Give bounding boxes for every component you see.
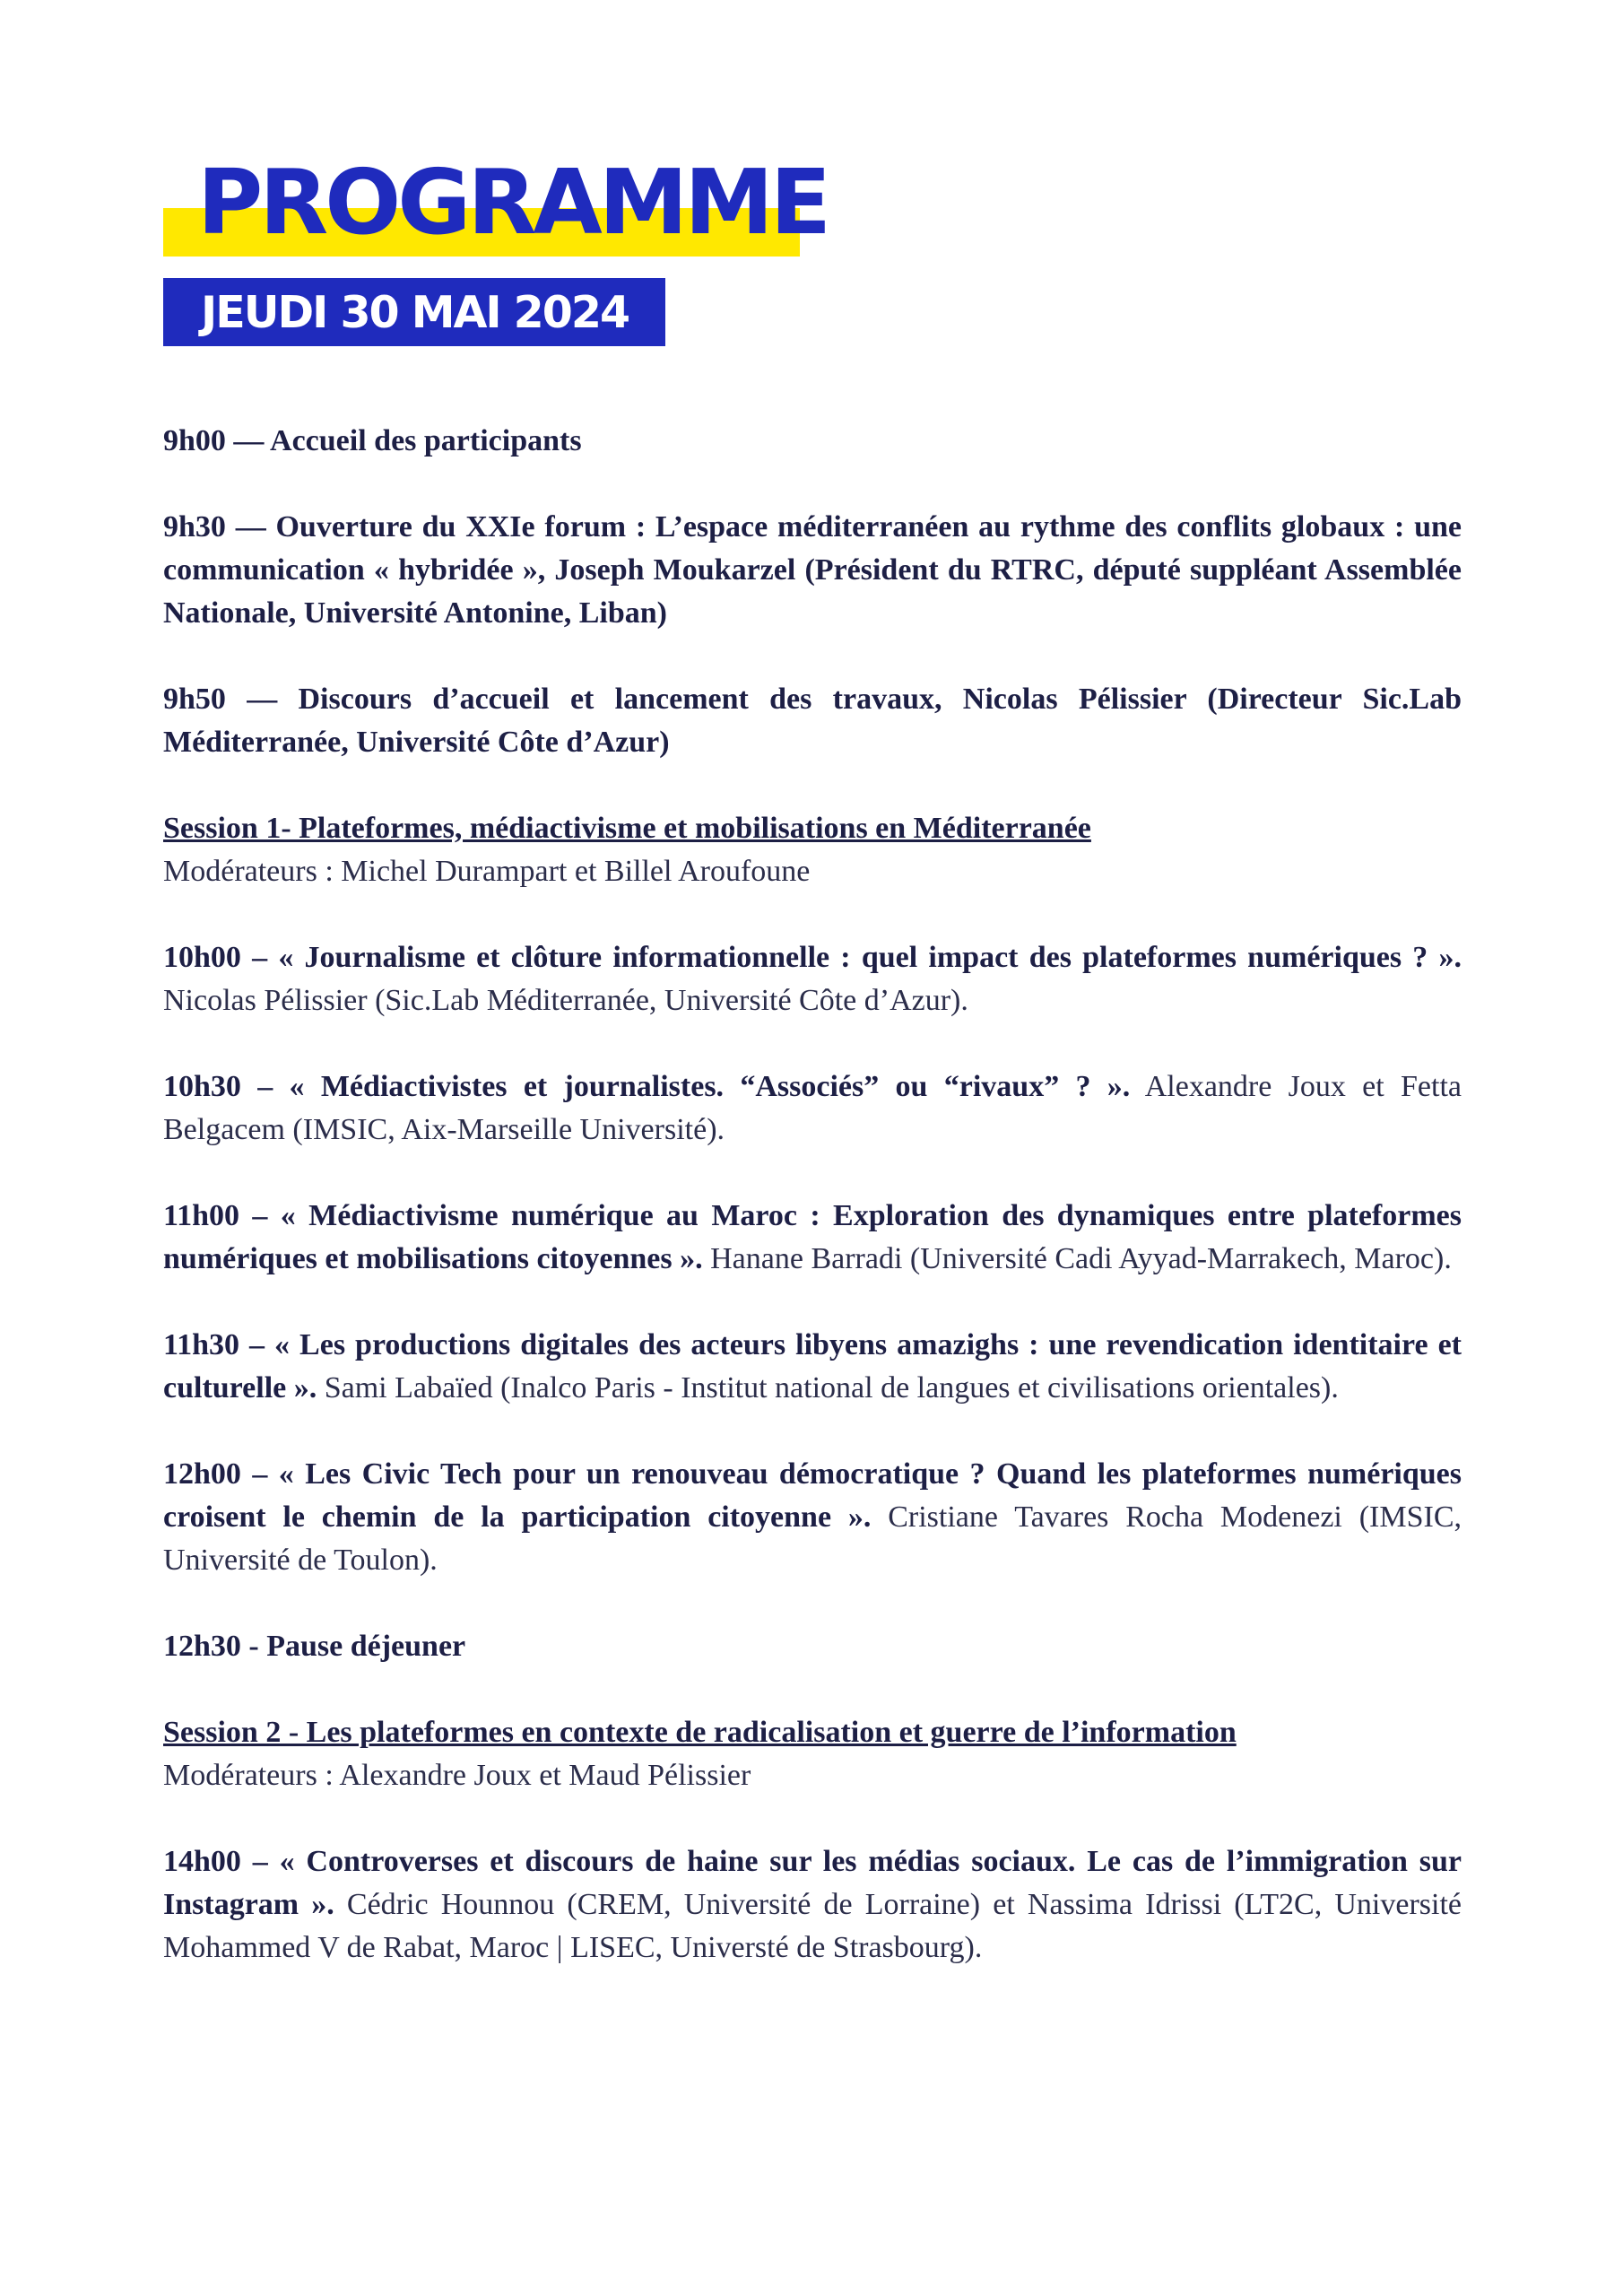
talk-title: 10h30 – « Médiactivistes et journalistes. “Associés” ou “rivaux” ? ». [163,1070,1131,1103]
schedule-item [163,1324,1462,1410]
talk-title: 14h00 – « Controverses et discours de haine sur les médias sociaux. Le cas de l’immigration sur Instagram ». [163,1845,1462,1921]
page-title: PROGRAMME [197,150,829,255]
talk-title: 12h00 – « Les Civic Tech pour un renouveau démocratique ? Quand les plateformes numériques croisent le chemin de la participation citoyenne ». [163,1457,1462,1534]
event-date: JEUDI 30 MAI 2024 [201,287,629,338]
schedule-item [163,506,1462,635]
program-header [163,150,829,352]
talk-speakers: Cédric Hounnou (CREM, Université de Lorraine) et Nassima Idrissi (LT2C, Université Mohammed V de Rabat, Maroc | LISEC, Universté de Strasbourg). [163,1888,1462,1964]
schedule-item [163,1065,1462,1152]
item-title: 9h30 — Ouverture du XXIe forum : L’espace méditerranéen au rythme des conflits globaux : une communication « hybridée », Joseph Moukarzel (Président du RTRC, député suppléant Assemblée Nationale, Université Antonine, Liban) [163,510,1462,630]
program-content [163,420,1462,2013]
schedule-item [163,936,1462,1022]
schedule-item [163,1840,1462,1970]
talk-speakers: Alexandre Joux et Fetta Belgacem (IMSIC, Aix-Marseille Université). [163,1070,1462,1146]
schedule-item [163,1625,1462,1668]
talk-speakers: Nicolas Pélissier (Sic.Lab Méditerranée, Université Côte d’Azur). [163,984,968,1017]
session-moderators: Modérateurs : Alexandre Joux et Maud Pélissier [163,1759,751,1792]
schedule-item [163,1195,1462,1281]
session-moderators: Modérateurs : Michel Durampart et Billel Aroufoune [163,855,811,888]
item-title: 9h50 — Discours d’accueil et lancement des travaux, Nicolas Pélissier (Directeur Sic.Lab Méditerranée, Université Côte d’Azur) [163,683,1462,759]
item-title: 12h30 - Pause déjeuner [163,1630,466,1663]
schedule-item [163,1453,1462,1582]
item-title: 9h00 — Accueil des participants [163,424,582,457]
talk-speakers: Sami Labaïed (Inalco Paris - Institut national de langues et civilisations orientales). [317,1371,1339,1405]
talk-title: 10h00 – « Journalisme et clôture informationnelle : quel impact des plateformes numériques ? ». [163,941,1462,974]
session-block [163,807,1462,893]
talk-title: 11h30 – « Les productions digitales des acteurs libyens amazighs : une revendication identitaire et culturelle ». [163,1328,1462,1405]
session-title: Session 1- Plateformes, médiactivisme et mobilisations en Méditerranée [163,812,1091,845]
schedule-item [163,420,1462,463]
talk-title: 11h00 – « Médiactivisme numérique au Maroc : Exploration des dynamiques entre plateformes numériques et mobilisations citoyennes ». [163,1199,1462,1275]
session-block [163,1711,1462,1797]
talk-speakers: Cristiane Tavares Rocha Modenezi (IMSIC, Université de Toulon). [163,1500,1462,1577]
schedule-item [163,678,1462,764]
session-title: Session 2 - Les plateformes en contexte de radicalisation et guerre de l’information [163,1716,1237,1749]
talk-speakers: Hanane Barradi (Université Cadi Ayyad-Marrakech, Maroc). [702,1242,1452,1275]
